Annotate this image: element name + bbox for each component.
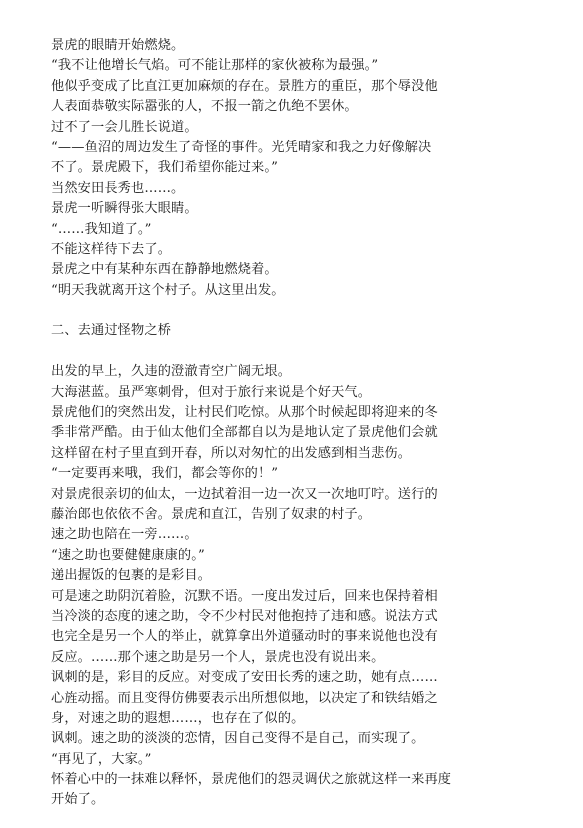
paragraph-line: 反应。……那个速之助是另一个人，景虎也没有说出来。 [51, 649, 385, 665]
paragraph-line: 人表面恭敬实际嚣张的人，不报一箭之仇绝不罢休。 [51, 99, 358, 115]
paragraph-line: 也完全是另一个人的举止，就算拿出外道骚动时的事来说他也没有 [51, 629, 438, 645]
paragraph-line: 这样留在村子里直到开春，所以对匆忙的出发感到相当悲伤。 [51, 445, 412, 461]
paragraph-line: 不能这样待下去了。 [51, 241, 172, 257]
paragraph-line: “再见了，大家。” [51, 751, 152, 767]
paragraph-line: 对景虎很亲切的仙太，一边拭着泪一边一次又一次地叮咛。送行的 [51, 486, 438, 502]
paragraph-line: 不了。景虎殿下，我们希望你能过来。” [51, 160, 279, 176]
section-heading: 二、去通过怪物之桥 [51, 323, 172, 339]
paragraph-line: 怀着心中的一抹难以释怀，景虎他们的怨灵调伏之旅就这样一来再度 [51, 772, 452, 788]
paragraph-line: 当然安田長秀也……。 [51, 180, 185, 196]
paragraph-line: 身，对速之助的遐想……，也存在了似的。 [51, 710, 305, 726]
paragraph-line: 景虎他们的突然出发，让村民们吃惊。从那个时候起即将迎来的冬 [51, 405, 438, 421]
paragraph-line: 他似乎变成了比直江更加麻烦的存在。景胜方的重臣，那个辱没他 [51, 78, 438, 94]
paragraph-line: “我不让他增长气焰。可不能让那样的家伙被称为最强。” [51, 58, 379, 74]
paragraph-line: 递出握饭的包裹的是彩目。 [51, 568, 212, 584]
paragraph-line: 可是速之助阴沉着脸，沉默不语。一度出发过后，回来也保持着相 [51, 588, 438, 604]
paragraph-line: 景虎一听瞬得张大眼睛。 [51, 201, 198, 217]
section-2-body [51, 362, 551, 811]
paragraph-line: 藤治郎也依依不舍。景虎和直江，告别了奴隶的村子。 [51, 506, 372, 522]
paragraph-line: 讽刺的是，彩目的反应。对变成了安田长秀的速之助，她有点…… [51, 670, 438, 686]
paragraph-line: “明天我就离开这个村子。从这里出发。 [51, 282, 285, 298]
section-1-body [51, 36, 551, 301]
section-spacer [51, 301, 551, 321]
paragraph-line: 开始了。 [51, 792, 105, 808]
paragraph-line: 过不了一会儿胜长说道。 [51, 119, 198, 135]
paragraph-line: 出发的早上，久违的澄澈青空广阔无垠。 [51, 364, 292, 380]
paragraph-line: 讽刺。速之助的淡淡的恋情，因自己变得不是自己，而实现了。 [51, 731, 425, 747]
paragraph-line: 季非常严酷。由于仙太他们全部都自以为是地认定了景虎他们会就 [51, 425, 438, 441]
paragraph-line: 大海湛蓝。虽严寒刺骨，但对于旅行来说是个好天气。 [51, 384, 372, 400]
paragraph-line: 当冷淡的态度的速之助，令不少村民对他抱持了违和感。说法方式 [51, 608, 438, 624]
paragraph-line: 景虎之中有某种东西在静静地燃烧着。 [51, 262, 278, 278]
paragraph-line: 心旌动摇。而且变得仿佛要表示出所想似地，以决定了和铁结婚之 [51, 690, 438, 706]
paragraph-line: “一定要再来哦，我们，都会等你的！” [51, 466, 279, 482]
paragraph-line: “速之助也要健健康康的。” [51, 547, 205, 563]
paragraph-line: 景虎的眼睛开始燃烧。 [51, 38, 185, 53]
section-spacer [51, 342, 551, 362]
paragraph-line: 速之助也陪在一旁……。 [51, 527, 198, 543]
paragraph-line: “……我知道了。” [51, 221, 152, 237]
document-page [51, 36, 551, 811]
paragraph-line: “——鱼沼的周边发生了奇怪的事件。光凭晴家和我之力好像解决 [51, 139, 432, 155]
